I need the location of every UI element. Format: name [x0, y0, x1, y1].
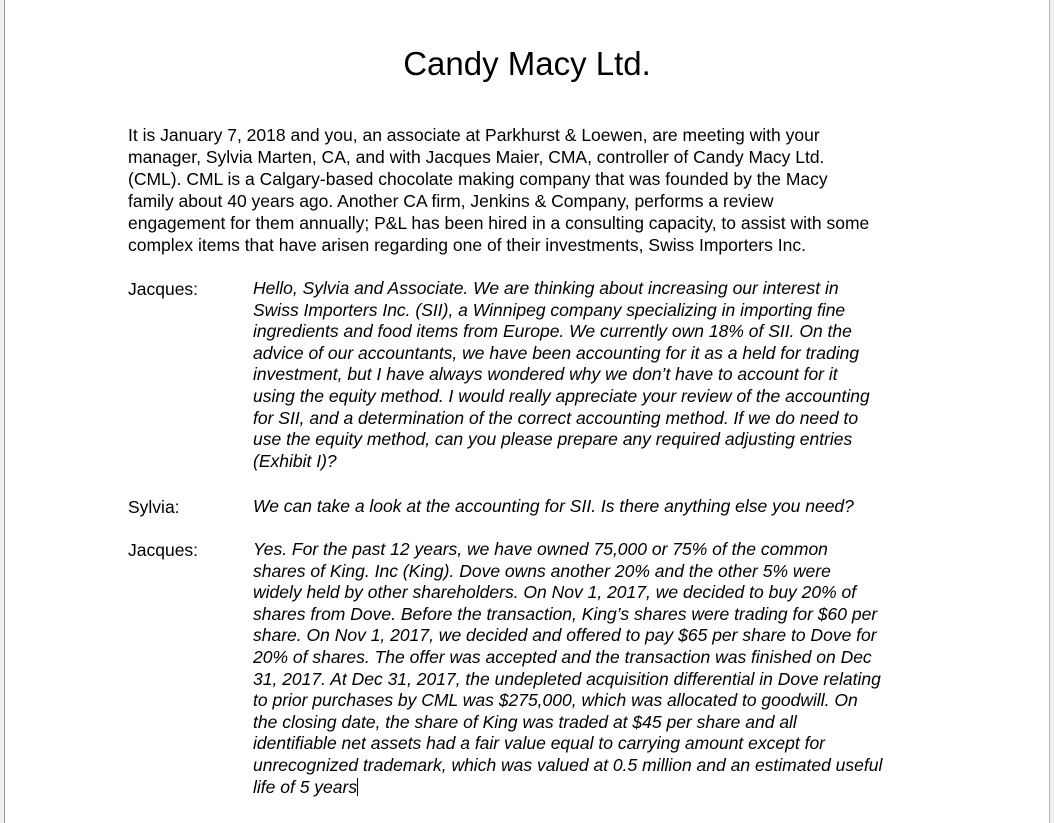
intro-line: family about 40 years ago. Another CA firm, Jenkins & Company, performs a review — [128, 191, 774, 211]
speech-line: widely held by other shareholders. On Nov 1, 2017, we decided to buy 20% of — [253, 582, 857, 603]
speech-line: advice of our accountants, we have been accounting for it as a held for trading — [253, 342, 860, 363]
speech-line: the closing date, the share of King was traded at $45 per share and all — [253, 711, 797, 732]
speech-line: to prior purchases by CML was $275,000, which was allocated to goodwill. On — [253, 690, 858, 711]
speech-text — [253, 539, 953, 798]
intro-line: manager, Sylvia Marten, CA, and with Jacques Maier, CMA, controller of Candy Macy Ltd. — [128, 147, 825, 167]
speech-line: ingredients and food items from Europe. We currently own 18% of SII. On the — [253, 321, 852, 342]
speech-line: shares of King. Inc (King). Dove owns another 20% and the other 5% were — [253, 560, 831, 581]
speech-line: identifiable net assets had a fair value equal to carrying amount except for — [253, 733, 826, 754]
speech-line: use the equity method, can you please prepare any required adjusting entries — [253, 429, 853, 450]
speech-line: Swiss Importers Inc. (SII), a Winnipeg company specializing in importing fine — [253, 299, 846, 320]
speaker-label: Jacques: — [128, 540, 199, 560]
speech-line: (Exhibit I)? — [253, 450, 337, 471]
speech-line: unrecognized trademark, which was valued at 0.5 million and an estimated useful — [253, 754, 883, 775]
document-page — [4, 0, 1050, 823]
intro-paragraph — [128, 124, 958, 256]
speaker-label: Sylvia: — [128, 497, 180, 517]
speaker-label: Jacques: — [128, 279, 199, 299]
intro-line: complex items that have arisen regarding one of their investments, Swiss Importers Inc. — [128, 235, 806, 255]
document-title: Candy Macy Ltd. — [403, 45, 651, 82]
speech-line: using the equity method. I would really appreciate your review of the accounting — [253, 385, 870, 406]
speech-line: 31, 2017. At Dec 31, 2017, the undepleted acquisition differential in Dove relating — [253, 668, 881, 689]
speech-line: for SII, and a determination of the correct accounting method. If we do need to — [253, 407, 859, 428]
speech-line: We can take a look at the accounting for SII. Is there anything else you need? — [253, 496, 854, 516]
speech-line: Yes. For the past 12 years, we have owned 75,000 or 75% of the common — [253, 539, 828, 559]
speech-line-text: life of 5 years — [253, 776, 358, 797]
speech-line: shares from Dove. Before the transaction, King’s shares were trading for $60 per — [253, 603, 878, 624]
speech-line: Hello, Sylvia and Associate. We are thinking about increasing our interest in — [253, 278, 839, 298]
intro-line: (CML). CML is a Calgary-based chocolate making company that was founded by the Macy — [128, 169, 828, 189]
speech-line: investment, but I have always wondered why we don’t have to account for it — [253, 364, 838, 385]
speech-line: 20% of shares. The offer was accepted and the transaction was finished on Dec — [253, 646, 872, 667]
text-cursor — [357, 778, 358, 796]
intro-line: It is January 7, 2018 and you, an associate at Parkhurst & Loewen, are meeting with your — [128, 125, 820, 145]
speech-text — [253, 496, 953, 518]
speech-line — [253, 777, 953, 799]
speech-text — [253, 278, 953, 472]
speech-line: share. On Nov 1, 2017, we decided and offered to pay $65 per share to Dove for — [253, 625, 877, 646]
intro-line: engagement for them annually; P&L has been hired in a consulting capacity, to assist with some — [128, 213, 870, 233]
